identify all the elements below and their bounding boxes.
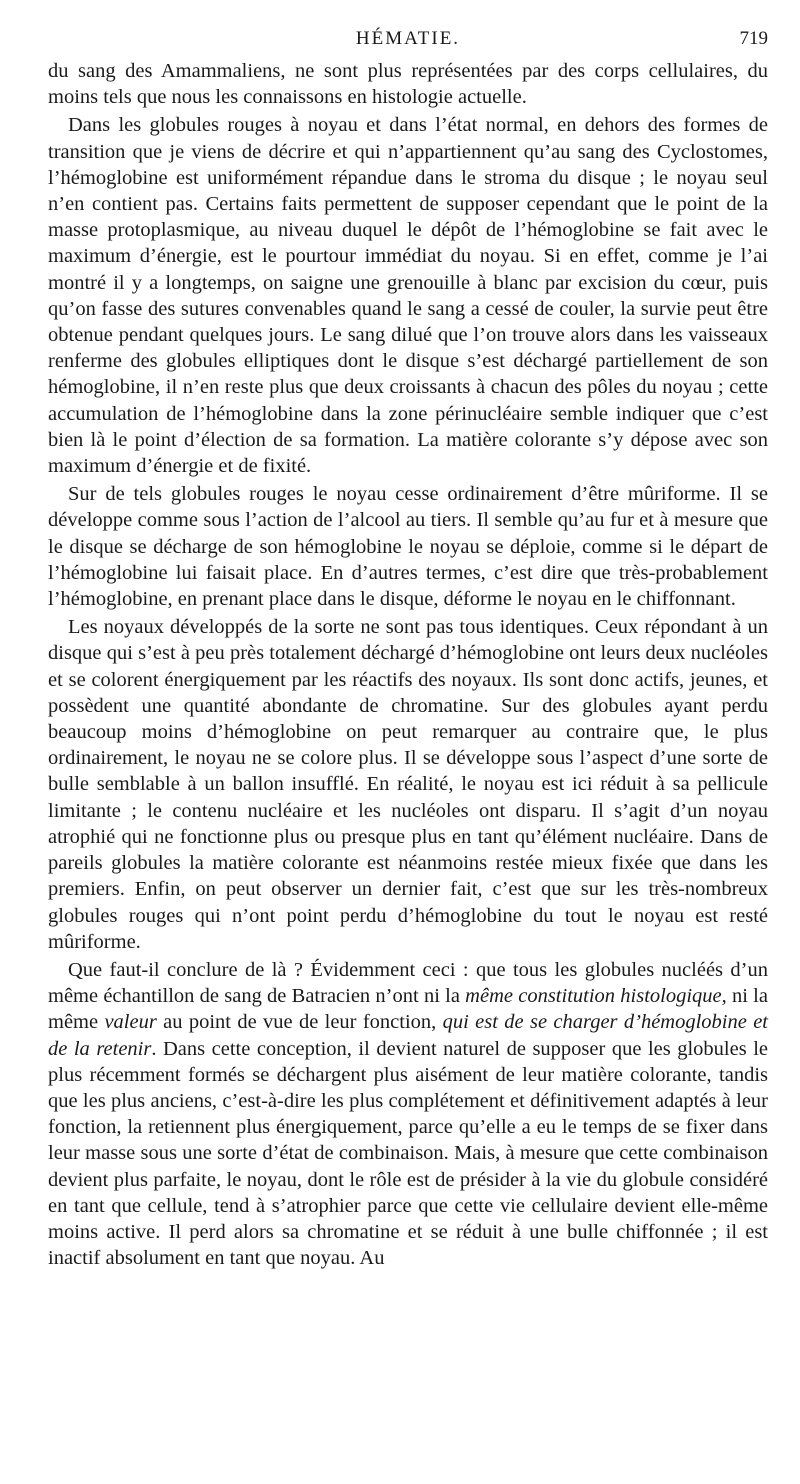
italic-phrase: valeur: [104, 1011, 157, 1034]
page-header: [48, 28, 768, 58]
paragraph: Dans les globules rouges à noyau et dans l’état normal, en dehors des formes de transition que je viens de décrire et qui n’appartiennent qu’au sang des Cyclostomes, l’hémoglobine est uniformément répandue dans le stroma du disque ; le noyau seul n’en contient pas. Certains faits permettent de supposer cependant que le point de la masse protoplasmique, au niveau duquel le dépôt de l’hémoglobine se fait avec le maximum d’énergie, est le pourtour immédiat du noyau. Si en effet, comme je l’ai montré il y a longtemps, on saigne une grenouille à blanc par excision du cœur, puis qu’on fasse des sutures convenables quand le sang a cessé de couler, la survie peut être obtenue pendant quelques jours. Le sang dilué que l’on trouve alors dans les vaisseaux renferme des globules elliptiques dont le disque s’est déchargé partiellement de son hémoglobine, il n’en reste plus que deux croissants à chacun des pôles du noyau ; cette accumulation de l’hémoglobine dans la zone périnucléaire semble indiquer que c’est bien là le point d’élection de sa formation. La matière colorante s’y dépose avec son maximum d’énergie et de fixité.: [48, 114, 768, 478]
book-page: [48, 28, 768, 1271]
body-text: [48, 58, 768, 1271]
paragraph-text: . Dans cette conception, il devient naturel de supposer que les globules le plus récemment formés se déchargent plus aisément de leur matière colorante, tandis que les plus anciens, c’est-à-dire les plus complétement et définitivement adaptés à leur fonction, la retiennent plus énergiquement, parce qu’elle a eu le temps de se fixer dans leur masse sous une sorte d’état de combinaison. Mais, à mesure que cette combinaison devient plus parfaite, le noyau, dont le rôle est de présider à la vie du globule considéré en tant que cellule, tend à s’atrophier parce que cette vie cellulaire devient elle-même moins active. Il perd alors sa chromatine et se réduit à une bulle chiffonnée ; il est inactif absolument en tant que noyau. Au: [48, 1037, 769, 1270]
italic-phrase: même constitution histologique: [465, 985, 722, 1008]
running-head: HÉMATIE.: [355, 28, 461, 49]
paragraph: Sur de tels globules rouges le noyau cesse ordinairement d’être mûriforme. Il se développe comme sous l’action de l’alcool au tiers. Il semble qu’au fur et à mesure que le disque se décharge de son hémoglobine le noyau se déploie, comme si le départ de l’hémoglobine lui faisait place. En d’autres termes, c’est dire que très-probablement l’hémoglobine, en prenant place dans le disque, déforme le noyau en le chiffonnant.: [48, 483, 768, 611]
paragraph-conclusion: [48, 957, 768, 1271]
paragraph-text: au point de vue de leur fonction,: [156, 1011, 443, 1034]
page-number: 719: [739, 28, 768, 49]
paragraph-continuation: du sang des Amammaliens, ne sont plus représentées par des corps cellulaires, du moins tels que nous les connaissons en histologie actuelle.: [48, 60, 768, 109]
paragraph: Les noyaux développés de la sorte ne sont pas tous identiques. Ceux répondant à un disque qui s’est à peu près totalement déchargé d’hémoglobine ont leurs deux nucléoles et se colorent énergiquement par les réactifs des noyaux. Ils sont donc actifs, jeunes, et possèdent une quantité abondante de chromatine. Sur des globules ayant perdu beaucoup moins d’hémoglobine on peut remarquer au contraire que, le plus ordinairement, le noyau ne se colore plus. Il se développe sous l’aspect d’une sorte de bulle semblable à un ballon insufflé. En réalité, le noyau est ici réduit à sa pellicule limitante ; le contenu nucléaire et les nucléoles ont disparu. Il s’agit d’un noyau atrophié qui ne fonctionne plus ou presque plus en tant qu’élément nucléaire. Dans de pareils globules la matière colorante est néanmoins restée mieux fixée que dans les premiers. Enfin, on peut observer un dernier fait, c’est que sur les très-nombreux globules rouges qui n’ont point perdu d’hémoglobine du tout le noyau est resté mûriforme.: [48, 616, 768, 953]
paragraph-text: Que faut-il conclure de là ? Évidemment ceci : que tous les globules nucléés d’un même échantillon de sang de Batracien n’ont ni la: [48, 958, 768, 1008]
italic-phrase: qui est de se charger d’hémoglobine et de la retenir: [48, 1011, 768, 1060]
paragraph-text: , ni la même: [48, 985, 768, 1034]
